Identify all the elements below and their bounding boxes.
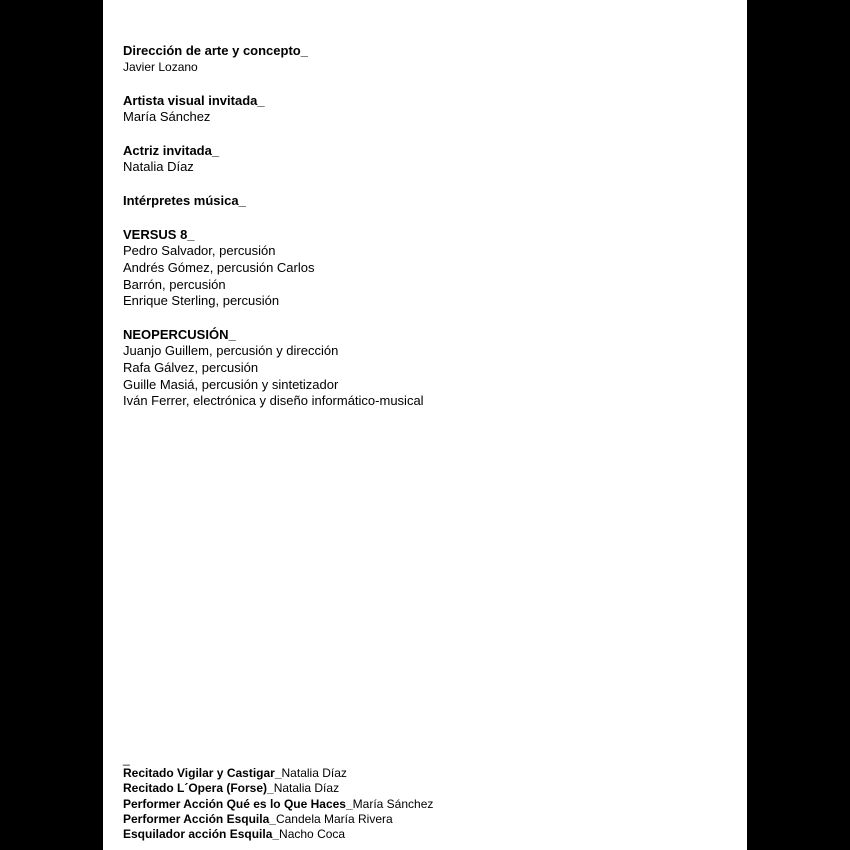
section-visual-artist [123,93,265,126]
credit-role: Esquilador acción Esquila_ [123,827,280,842]
credit-line [123,797,433,812]
credit-line [123,766,433,781]
credit-name: Natalia Díaz [281,766,347,780]
credit-line [123,812,433,827]
credit-line [123,827,433,842]
credit-name: Nacho Coca [279,827,346,842]
credit-name: Candela María Rivera [275,811,393,826]
credit-line [123,781,433,796]
section-versus-8 [123,227,314,310]
performance-credits [123,752,433,842]
section-line: Guille Masiá, percusión y sintetizador [123,376,339,392]
section-line: Iván Ferrer, electrónica y diseño informático-musical [123,393,424,409]
section-art-direction [123,43,308,75]
credit-role: Recitado L´Opera (Forse)_ [123,781,274,796]
section-line: Enrique Sterling, percusión [123,293,280,309]
section-neopercusion [123,327,424,410]
credit-name: Natalia Díaz [273,781,340,796]
section-music-performers [123,193,246,209]
credit-name: María Sánchez [352,796,434,811]
credit-role: Performer Acción Esquila_ [123,811,276,826]
section-heading: NEOPERCUSIÓN_ [123,327,236,342]
section-line: Rafa Gálvez, percusión [123,359,259,375]
section-line: Juanjo Guillem, percusión y dirección [123,343,339,358]
section-line: María Sánchez [123,109,211,124]
document-page [103,0,747,850]
section-actress [123,143,219,176]
section-line: Natalia Díaz [123,159,194,174]
section-heading: VERSUS 8_ [123,227,195,242]
credit-role: Performer Acción Qué es lo Que Haces_ [123,796,353,811]
section-line: Barrón, percusión [123,276,226,292]
section-line: Javier Lozano [123,60,198,74]
section-heading: Actriz invitada_ [123,143,220,158]
section-heading: Artista visual invitada_ [123,93,265,108]
credits-mark: _ [123,752,130,766]
section-heading: Intérpretes música_ [123,193,246,208]
section-line: Andrés Gómez, percusión Carlos [123,259,315,275]
section-line: Pedro Salvador, percusión [123,243,276,258]
credit-role: Recitado Vigilar y Castigar_ [123,766,282,780]
section-heading: Dirección de arte y concepto_ [123,43,308,58]
